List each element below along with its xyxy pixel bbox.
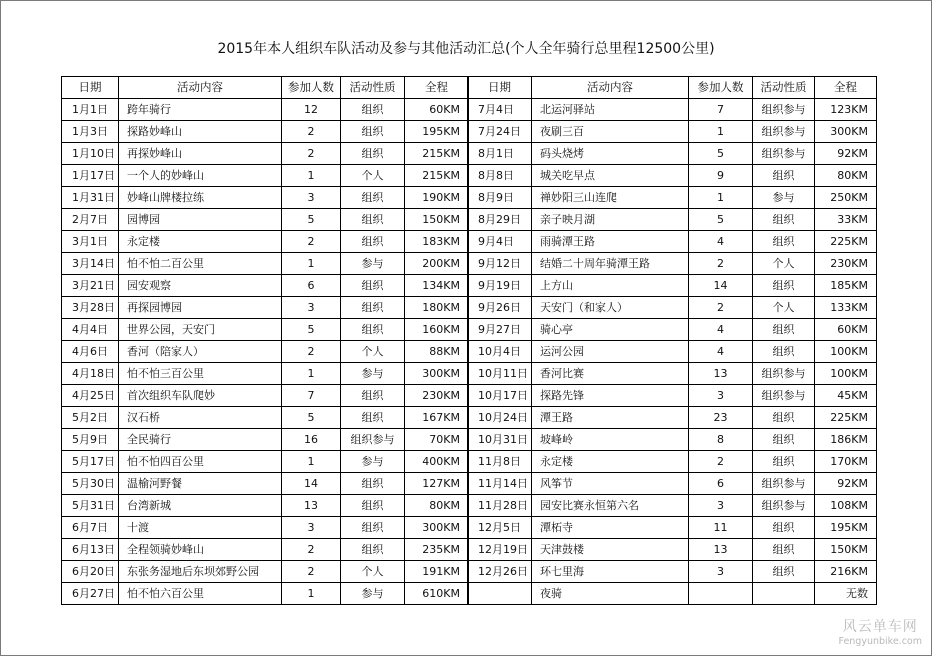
cell-activity: 亲子映月湖 bbox=[532, 209, 689, 231]
cell-distance: 150KM bbox=[405, 209, 469, 231]
cell-activity: 怕不怕三百公里 bbox=[119, 363, 282, 385]
cell-participants: 9 bbox=[689, 165, 753, 187]
cell-participants: 23 bbox=[689, 407, 753, 429]
table-row bbox=[468, 143, 877, 165]
cell-activity: 永定楼 bbox=[532, 451, 689, 473]
cell-nature: 组织 bbox=[753, 209, 815, 231]
cell-participants: 2 bbox=[689, 451, 753, 473]
cell-distance: 80KM bbox=[405, 495, 469, 517]
cell-nature: 组织 bbox=[341, 319, 405, 341]
cell-activity: 上方山 bbox=[532, 275, 689, 297]
cell-participants: 14 bbox=[282, 473, 341, 495]
cell-participants: 6 bbox=[282, 275, 341, 297]
cell-activity: 香河（陪家人） bbox=[119, 341, 282, 363]
cell-date: 1月17日 bbox=[62, 165, 119, 187]
cell-participants bbox=[689, 583, 753, 605]
watermark-text: 风云单车网 bbox=[842, 619, 918, 635]
watermark-url: Fengyunbike.com bbox=[838, 636, 922, 647]
cell-distance: 215KM bbox=[405, 143, 469, 165]
cell-participants: 7 bbox=[689, 99, 753, 121]
cell-distance: 92KM bbox=[815, 143, 877, 165]
cell-nature: 个人 bbox=[753, 253, 815, 275]
cell-participants: 2 bbox=[689, 297, 753, 319]
table-row bbox=[468, 121, 877, 143]
table-row bbox=[62, 341, 469, 363]
cell-distance: 80KM bbox=[815, 165, 877, 187]
cell-participants: 1 bbox=[282, 253, 341, 275]
cell-distance: 100KM bbox=[815, 363, 877, 385]
cell-date: 11月28日 bbox=[468, 495, 532, 517]
cell-participants: 11 bbox=[689, 517, 753, 539]
cell-activity: 怕不怕六百公里 bbox=[119, 583, 282, 605]
cell-distance: 60KM bbox=[815, 319, 877, 341]
cell-distance: 191KM bbox=[405, 561, 469, 583]
cell-date: 3月14日 bbox=[62, 253, 119, 275]
cell-activity: 园博园 bbox=[119, 209, 282, 231]
cell-activity: 怕不怕二百公里 bbox=[119, 253, 282, 275]
cell-participants: 1 bbox=[282, 451, 341, 473]
cell-distance: 215KM bbox=[405, 165, 469, 187]
activity-table-left bbox=[61, 76, 469, 605]
cell-nature: 组织 bbox=[753, 561, 815, 583]
cell-activity: 温榆河野餐 bbox=[119, 473, 282, 495]
table-row bbox=[468, 495, 877, 517]
table-row bbox=[62, 451, 469, 473]
cell-date: 12月19日 bbox=[468, 539, 532, 561]
cell-date: 1月10日 bbox=[62, 143, 119, 165]
cell-distance: 195KM bbox=[405, 121, 469, 143]
cell-activity: 台湾新城 bbox=[119, 495, 282, 517]
cell-activity: 夜刷三百 bbox=[532, 121, 689, 143]
cell-distance: 300KM bbox=[405, 517, 469, 539]
cell-nature: 组织参与 bbox=[753, 143, 815, 165]
table-row bbox=[468, 561, 877, 583]
cell-nature: 个人 bbox=[341, 341, 405, 363]
table-row bbox=[62, 517, 469, 539]
cell-date: 10月11日 bbox=[468, 363, 532, 385]
cell-activity: 夜骑 bbox=[532, 583, 689, 605]
cell-nature: 组织 bbox=[341, 121, 405, 143]
cell-activity: 十渡 bbox=[119, 517, 282, 539]
cell-nature: 组织参与 bbox=[753, 363, 815, 385]
cell-nature: 组织 bbox=[753, 341, 815, 363]
table-row bbox=[62, 187, 469, 209]
cell-activity: 汉石桥 bbox=[119, 407, 282, 429]
cell-nature: 组织 bbox=[753, 539, 815, 561]
cell-nature: 个人 bbox=[341, 165, 405, 187]
table-row bbox=[468, 297, 877, 319]
cell-nature: 组织 bbox=[753, 407, 815, 429]
cell-activity: 运河公园 bbox=[532, 341, 689, 363]
table-row bbox=[62, 319, 469, 341]
cell-activity: 跨年骑行 bbox=[119, 99, 282, 121]
cell-nature: 参与 bbox=[753, 187, 815, 209]
activity-table-right bbox=[467, 76, 877, 605]
cell-distance: 300KM bbox=[405, 363, 469, 385]
cell-date: 4月18日 bbox=[62, 363, 119, 385]
cell-nature: 组织参与 bbox=[753, 495, 815, 517]
cell-participants: 3 bbox=[689, 385, 753, 407]
cell-date: 9月27日 bbox=[468, 319, 532, 341]
table-row bbox=[468, 583, 877, 605]
table-row bbox=[468, 275, 877, 297]
cell-activity: 天津鼓楼 bbox=[532, 539, 689, 561]
table-row bbox=[468, 451, 877, 473]
table-row bbox=[62, 209, 469, 231]
cell-nature: 组织 bbox=[753, 429, 815, 451]
cell-nature: 参与 bbox=[341, 451, 405, 473]
table-row bbox=[468, 517, 877, 539]
cell-nature: 组织 bbox=[341, 231, 405, 253]
cell-distance: 88KM bbox=[405, 341, 469, 363]
cell-nature: 组织 bbox=[341, 407, 405, 429]
cell-date: 3月28日 bbox=[62, 297, 119, 319]
cell-distance: 230KM bbox=[405, 385, 469, 407]
cell-nature: 个人 bbox=[341, 561, 405, 583]
cell-distance: 250KM bbox=[815, 187, 877, 209]
cell-activity: 坡峰岭 bbox=[532, 429, 689, 451]
cell-activity: 永定楼 bbox=[119, 231, 282, 253]
cell-activity: 探路先锋 bbox=[532, 385, 689, 407]
cell-date bbox=[468, 583, 532, 605]
cell-activity: 骑心亭 bbox=[532, 319, 689, 341]
cell-participants: 1 bbox=[689, 187, 753, 209]
table-row bbox=[468, 99, 877, 121]
cell-date: 11月14日 bbox=[468, 473, 532, 495]
cell-date: 12月26日 bbox=[468, 561, 532, 583]
cell-participants: 12 bbox=[282, 99, 341, 121]
cell-distance: 127KM bbox=[405, 473, 469, 495]
cell-nature: 组织 bbox=[341, 187, 405, 209]
cell-distance: 170KM bbox=[815, 451, 877, 473]
cell-date: 6月27日 bbox=[62, 583, 119, 605]
cell-nature: 组织参与 bbox=[753, 385, 815, 407]
cell-date: 8月9日 bbox=[468, 187, 532, 209]
cell-activity: 风筝节 bbox=[532, 473, 689, 495]
cell-activity: 结婚二十周年骑潭王路 bbox=[532, 253, 689, 275]
cell-participants: 6 bbox=[689, 473, 753, 495]
cell-participants: 8 bbox=[689, 429, 753, 451]
cell-activity: 环七里海 bbox=[532, 561, 689, 583]
cell-activity: 香河比赛 bbox=[532, 363, 689, 385]
cell-date: 10月24日 bbox=[468, 407, 532, 429]
cell-participants: 5 bbox=[689, 143, 753, 165]
cell-date: 8月29日 bbox=[468, 209, 532, 231]
cell-activity: 妙峰山牌楼拉练 bbox=[119, 187, 282, 209]
cell-activity: 世界公园，天安门 bbox=[119, 319, 282, 341]
header-nature: 活动性质 bbox=[753, 77, 815, 99]
cell-distance: 300KM bbox=[815, 121, 877, 143]
cell-date: 3月21日 bbox=[62, 275, 119, 297]
cell-participants: 13 bbox=[689, 363, 753, 385]
cell-participants: 2 bbox=[282, 231, 341, 253]
cell-participants: 16 bbox=[282, 429, 341, 451]
cell-distance: 33KM bbox=[815, 209, 877, 231]
table-row bbox=[62, 121, 469, 143]
cell-distance: 195KM bbox=[815, 517, 877, 539]
table-body-right bbox=[468, 99, 877, 605]
table-row bbox=[468, 473, 877, 495]
table-row bbox=[62, 231, 469, 253]
cell-participants: 4 bbox=[689, 231, 753, 253]
cell-participants: 14 bbox=[689, 275, 753, 297]
cell-participants: 2 bbox=[689, 253, 753, 275]
cell-activity: 雨骑潭王路 bbox=[532, 231, 689, 253]
cell-participants: 3 bbox=[282, 187, 341, 209]
cell-activity: 潭柘寺 bbox=[532, 517, 689, 539]
table-row bbox=[468, 385, 877, 407]
cell-nature: 组织 bbox=[753, 451, 815, 473]
cell-distance: 167KM bbox=[405, 407, 469, 429]
header-activity: 活动内容 bbox=[119, 77, 282, 99]
cell-activity: 园安比赛永恒第六名 bbox=[532, 495, 689, 517]
cell-activity: 怕不怕四百公里 bbox=[119, 451, 282, 473]
table-row bbox=[468, 429, 877, 451]
table-row bbox=[468, 539, 877, 561]
cell-participants: 7 bbox=[282, 385, 341, 407]
table-row bbox=[468, 187, 877, 209]
cell-date: 10月17日 bbox=[468, 385, 532, 407]
cell-date: 10月31日 bbox=[468, 429, 532, 451]
cell-activity: 一个人的妙峰山 bbox=[119, 165, 282, 187]
cell-date: 1月1日 bbox=[62, 99, 119, 121]
cell-distance: 225KM bbox=[815, 231, 877, 253]
cell-participants: 1 bbox=[282, 363, 341, 385]
cell-distance: 190KM bbox=[405, 187, 469, 209]
cell-nature: 组织 bbox=[341, 495, 405, 517]
cell-participants: 2 bbox=[282, 121, 341, 143]
cell-activity: 再探妙峰山 bbox=[119, 143, 282, 165]
cell-distance: 216KM bbox=[815, 561, 877, 583]
cell-nature: 组织 bbox=[753, 275, 815, 297]
table-row bbox=[62, 143, 469, 165]
cell-participants: 3 bbox=[689, 561, 753, 583]
cell-activity: 再探园博园 bbox=[119, 297, 282, 319]
cell-activity: 园安观察 bbox=[119, 275, 282, 297]
cell-participants: 1 bbox=[282, 165, 341, 187]
cell-activity: 城关吃早点 bbox=[532, 165, 689, 187]
header-date: 日期 bbox=[468, 77, 532, 99]
cell-nature: 组织 bbox=[341, 539, 405, 561]
table-row bbox=[468, 341, 877, 363]
header-nature: 活动性质 bbox=[341, 77, 405, 99]
cell-date: 6月20日 bbox=[62, 561, 119, 583]
page-title: 2015年本人组织车队活动及参与其他活动汇总(个人全年骑行总里程12500公里) bbox=[217, 41, 715, 57]
cell-date: 9月12日 bbox=[468, 253, 532, 275]
header-distance: 全程 bbox=[815, 77, 877, 99]
cell-nature: 参与 bbox=[341, 363, 405, 385]
cell-distance: 133KM bbox=[815, 297, 877, 319]
header-row bbox=[468, 77, 877, 99]
cell-participants: 3 bbox=[282, 517, 341, 539]
cell-distance: 183KM bbox=[405, 231, 469, 253]
table-row bbox=[62, 583, 469, 605]
cell-date: 7月4日 bbox=[468, 99, 532, 121]
cell-nature: 组织 bbox=[341, 517, 405, 539]
cell-participants: 3 bbox=[689, 495, 753, 517]
cell-participants: 1 bbox=[282, 583, 341, 605]
cell-date: 6月7日 bbox=[62, 517, 119, 539]
cell-participants: 2 bbox=[282, 561, 341, 583]
cell-activity: 东张务湿地后东坝郊野公园 bbox=[119, 561, 282, 583]
cell-date: 12月5日 bbox=[468, 517, 532, 539]
cell-activity: 码头烧烤 bbox=[532, 143, 689, 165]
cell-date: 11月8日 bbox=[468, 451, 532, 473]
cell-nature: 个人 bbox=[753, 297, 815, 319]
cell-distance: 60KM bbox=[405, 99, 469, 121]
header-date: 日期 bbox=[62, 77, 119, 99]
cell-date: 5月31日 bbox=[62, 495, 119, 517]
cell-date: 3月1日 bbox=[62, 231, 119, 253]
table-row bbox=[62, 297, 469, 319]
cell-distance: 235KM bbox=[405, 539, 469, 561]
cell-nature bbox=[753, 583, 815, 605]
cell-distance: 134KM bbox=[405, 275, 469, 297]
cell-distance: 610KM bbox=[405, 583, 469, 605]
table-row bbox=[468, 363, 877, 385]
table-row bbox=[62, 407, 469, 429]
table-row bbox=[468, 253, 877, 275]
cell-nature: 参与 bbox=[341, 583, 405, 605]
cell-distance: 45KM bbox=[815, 385, 877, 407]
cell-date: 9月19日 bbox=[468, 275, 532, 297]
table-body-left bbox=[62, 99, 469, 605]
cell-date: 8月1日 bbox=[468, 143, 532, 165]
header-row bbox=[62, 77, 469, 99]
cell-participants: 13 bbox=[689, 539, 753, 561]
table-row bbox=[62, 495, 469, 517]
cell-nature: 组织 bbox=[753, 517, 815, 539]
cell-nature: 组织参与 bbox=[753, 99, 815, 121]
cell-date: 2月7日 bbox=[62, 209, 119, 231]
cell-distance: 123KM bbox=[815, 99, 877, 121]
cell-nature: 参与 bbox=[341, 253, 405, 275]
cell-activity: 探路妙峰山 bbox=[119, 121, 282, 143]
cell-distance: 92KM bbox=[815, 473, 877, 495]
cell-activity: 全民骑行 bbox=[119, 429, 282, 451]
table-row bbox=[62, 539, 469, 561]
table-row bbox=[468, 209, 877, 231]
cell-nature: 组织参与 bbox=[753, 121, 815, 143]
cell-participants: 3 bbox=[282, 297, 341, 319]
cell-distance: 200KM bbox=[405, 253, 469, 275]
cell-activity: 禅妙阳三山连爬 bbox=[532, 187, 689, 209]
table-row bbox=[62, 429, 469, 451]
cell-distance: 70KM bbox=[405, 429, 469, 451]
cell-nature: 组织参与 bbox=[341, 429, 405, 451]
cell-nature: 组织 bbox=[753, 165, 815, 187]
cell-distance: 186KM bbox=[815, 429, 877, 451]
cell-activity: 全程领骑妙峰山 bbox=[119, 539, 282, 561]
cell-nature: 组织 bbox=[341, 143, 405, 165]
cell-date: 6月13日 bbox=[62, 539, 119, 561]
cell-nature: 组织 bbox=[341, 385, 405, 407]
cell-participants: 4 bbox=[689, 319, 753, 341]
cell-date: 1月31日 bbox=[62, 187, 119, 209]
cell-date: 5月30日 bbox=[62, 473, 119, 495]
cell-date: 5月17日 bbox=[62, 451, 119, 473]
cell-distance: 108KM bbox=[815, 495, 877, 517]
table-row bbox=[468, 319, 877, 341]
cell-nature: 组织 bbox=[341, 275, 405, 297]
cell-date: 1月3日 bbox=[62, 121, 119, 143]
cell-date: 4月4日 bbox=[62, 319, 119, 341]
watermark-logo bbox=[839, 619, 923, 648]
cell-nature: 组织 bbox=[341, 297, 405, 319]
table-row bbox=[62, 561, 469, 583]
cell-date: 4月25日 bbox=[62, 385, 119, 407]
cell-nature: 组织参与 bbox=[753, 473, 815, 495]
cell-nature: 组织 bbox=[753, 319, 815, 341]
cell-nature: 组织 bbox=[341, 209, 405, 231]
cell-distance: 150KM bbox=[815, 539, 877, 561]
cell-participants: 5 bbox=[689, 209, 753, 231]
cell-participants: 2 bbox=[282, 143, 341, 165]
cell-date: 9月4日 bbox=[468, 231, 532, 253]
header-activity: 活动内容 bbox=[532, 77, 689, 99]
cell-activity: 首次组织车队爬妙 bbox=[119, 385, 282, 407]
table-row bbox=[62, 473, 469, 495]
cell-date: 10月4日 bbox=[468, 341, 532, 363]
cell-distance: 400KM bbox=[405, 451, 469, 473]
table-row bbox=[62, 165, 469, 187]
cell-participants: 2 bbox=[282, 539, 341, 561]
cell-participants: 1 bbox=[689, 121, 753, 143]
cell-distance: 230KM bbox=[815, 253, 877, 275]
cell-activity: 潭王路 bbox=[532, 407, 689, 429]
cell-nature: 组织 bbox=[341, 473, 405, 495]
table-row bbox=[62, 385, 469, 407]
cell-nature: 组织 bbox=[753, 231, 815, 253]
cell-date: 5月9日 bbox=[62, 429, 119, 451]
table-row bbox=[468, 407, 877, 429]
header-participants: 参加人数 bbox=[689, 77, 753, 99]
table-row bbox=[62, 275, 469, 297]
header-distance: 全程 bbox=[405, 77, 469, 99]
cell-distance: 180KM bbox=[405, 297, 469, 319]
cell-participants: 5 bbox=[282, 407, 341, 429]
cell-date: 9月26日 bbox=[468, 297, 532, 319]
cell-distance: 无数 bbox=[815, 583, 877, 605]
table-row bbox=[468, 165, 877, 187]
cell-distance: 185KM bbox=[815, 275, 877, 297]
cell-distance: 225KM bbox=[815, 407, 877, 429]
cell-nature: 组织 bbox=[341, 99, 405, 121]
cell-activity: 天安门（和家人） bbox=[532, 297, 689, 319]
cell-activity: 北运河驿站 bbox=[532, 99, 689, 121]
cell-distance: 160KM bbox=[405, 319, 469, 341]
cell-date: 4月6日 bbox=[62, 341, 119, 363]
table-row bbox=[62, 99, 469, 121]
cell-participants: 5 bbox=[282, 209, 341, 231]
cell-date: 8月8日 bbox=[468, 165, 532, 187]
table-row bbox=[468, 231, 877, 253]
cell-date: 5月2日 bbox=[62, 407, 119, 429]
cell-participants: 4 bbox=[689, 341, 753, 363]
cell-distance: 100KM bbox=[815, 341, 877, 363]
cell-date: 7月24日 bbox=[468, 121, 532, 143]
cell-participants: 2 bbox=[282, 341, 341, 363]
table-row bbox=[62, 363, 469, 385]
cell-participants: 5 bbox=[282, 319, 341, 341]
header-participants: 参加人数 bbox=[282, 77, 341, 99]
cell-participants: 13 bbox=[282, 495, 341, 517]
table-row bbox=[62, 253, 469, 275]
